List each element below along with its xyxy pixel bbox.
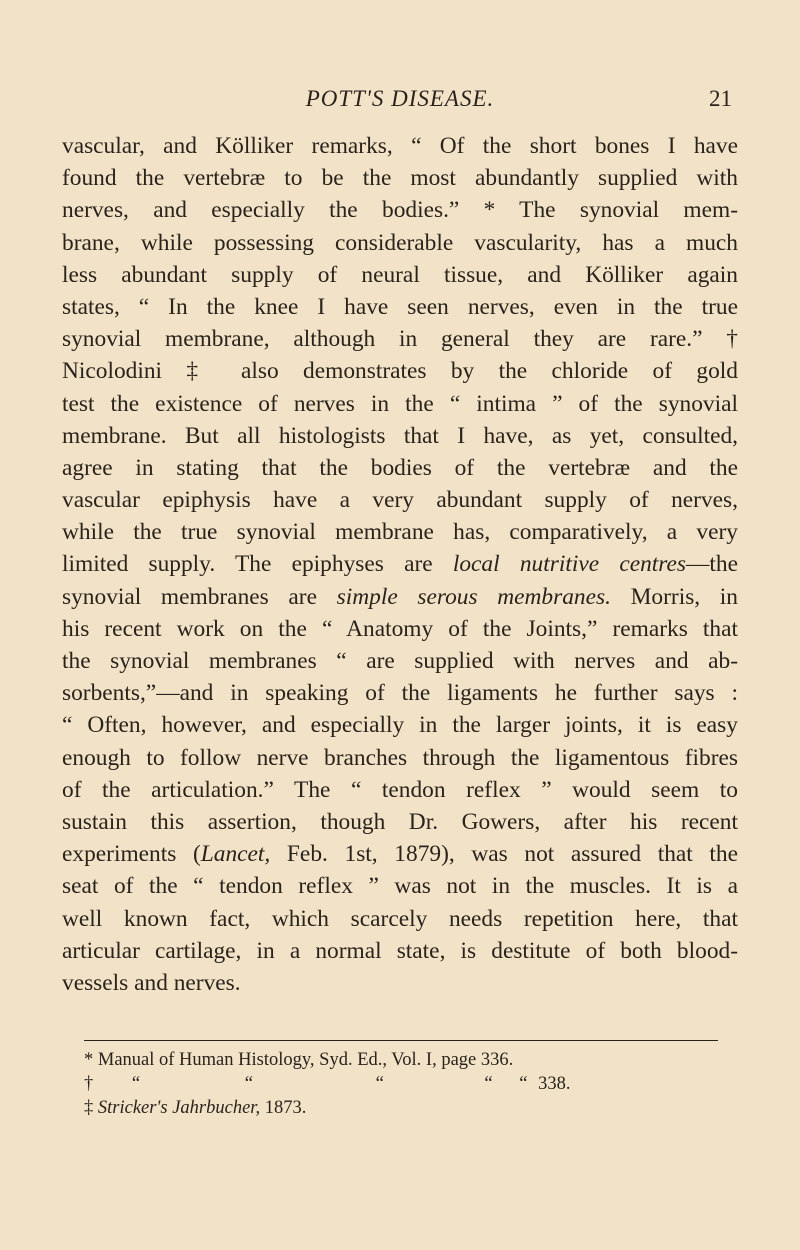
footnote-text: Manual of Human Histology, Syd. Ed., Vol. I, page 336. [97,1050,514,1070]
text-line: of the articulation.” The “ tendon reflex ” would seem to [62,776,738,803]
text-line: while the true synovial membrane has, comparatively, a very [62,519,738,546]
text-line: the synovial membranes “ are supplied with nerves and ab- [62,648,738,674]
ditto-mark: “ [484,1074,493,1094]
text-line: enough to follow nerve branches through the ligamentous fibres [62,744,738,771]
text-line: agree in stating that the bodies of the vertebræ and the [62,454,738,481]
footnote-2 [84,1072,718,1096]
text-line: states, “ In the knee I have seen nerves, even in the true [62,293,738,320]
text-line: test the existence of nerves in the “ intima ” of the synovial [62,390,738,417]
text-line: membrane. But all histologists that I have, as yet, consulted, [62,422,738,449]
text-line: vascular, and Kölliker remarks, “ Of the short bones I have [62,133,738,159]
text-line: Nicolodini ‡ also demonstrates by the chloride of gold [62,358,738,385]
text-run: synovial membranes are [62,583,337,610]
footnotes [84,1048,718,1120]
text-run: experiments ( [62,841,201,868]
footnote-mark: † [84,1074,94,1094]
text-line: sustain this assertion, though Dr. Gowers, after his recent [62,808,738,835]
text-line: synovial membrane, although in general they are rare.” † [62,326,738,353]
ditto-mark: “ [519,1074,528,1094]
text-line: vascular epiphysis have a very abundant supply of nerves, [62,487,738,514]
italic-citation: Lancet, [200,841,271,868]
text-line [62,548,738,580]
footnote-1 [84,1048,718,1072]
text-line: found the vertebræ to be the most abundantly supplied with [62,165,738,192]
italic-phrase: local nutritive centres [452,551,687,578]
text-line: articular cartilage, in a normal state, is destitute of both blood- [62,937,738,964]
ditto-mark: “ [131,1074,141,1094]
text-line [62,581,738,613]
footnote-citation: Stricker's Jahrbucher, [97,1098,261,1118]
footnote-mark: * [84,1050,94,1070]
italic-phrase: simple serous membranes. [336,583,611,610]
running-title: POTT'S DISEASE. [305,86,495,111]
text-run: Feb. 1st, 1879), was not assured that the [270,841,739,868]
footnote-page: 338. [538,1074,571,1094]
text-line: less abundant supply of neural tissue, and Kölliker again [62,261,738,288]
text-line: sorbents,”—and in speaking of the ligaments he further says : [62,680,738,707]
text-run: —the [686,551,738,578]
text-line: well known fact, which scarcely needs repetition here, that [62,905,738,932]
text-line: nerves, and especially the bodies.” * The synovial mem- [62,197,738,224]
footnote-year: 1873. [260,1098,307,1118]
page-header [0,84,800,118]
text-line: “ Often, however, and especially in the larger joints, it is easy [62,712,738,739]
text-line: vessels and nerves. [62,969,241,996]
text-run: Morris, in [610,583,738,610]
footnote-divider [84,1040,718,1041]
text-run: limited supply. The epiphyses are [62,551,453,578]
page-number: 21 [709,86,732,111]
text-line: brane, while possessing considerable vascularity, has a much [62,229,738,256]
footnote-mark: ‡ [84,1098,94,1118]
text-line [62,838,738,870]
text-line: seat of the “ tendon reflex ” was not in the muscles. It is a [62,873,738,900]
body-text [62,130,738,999]
ditto-mark: “ [375,1074,384,1094]
footnote-3 [84,1096,718,1120]
ditto-mark: “ [244,1074,253,1094]
text-line: his recent work on the “ Anatomy of the Joints,” remarks that [62,615,738,642]
